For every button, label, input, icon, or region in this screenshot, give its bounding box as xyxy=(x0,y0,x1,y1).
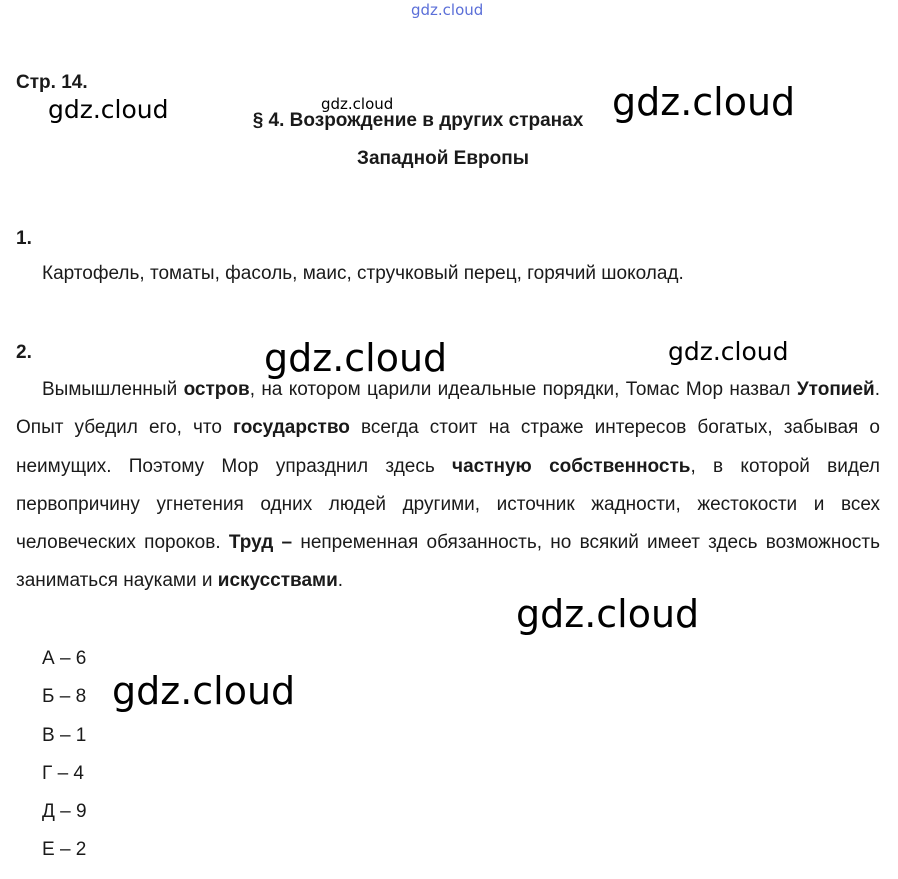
watermark: gdz.cloud xyxy=(112,669,296,713)
watermark: gdz.cloud xyxy=(612,80,796,124)
paragraph-text: , на котором царили идеальные порядки, Томас Мор назвал xyxy=(249,379,797,400)
match-item: В – 1 xyxy=(42,724,87,746)
section-title-line-2: Западной Европы xyxy=(357,148,529,169)
match-item: Д – 9 xyxy=(42,801,87,823)
watermark-link[interactable]: gdz.cloud xyxy=(411,1,484,19)
match-item: А – 6 xyxy=(42,648,87,669)
task-2-number: 2. xyxy=(16,342,32,363)
section-title-line-1: § 4. Возрождение в других странах xyxy=(252,110,584,131)
bold-term: частную собственность xyxy=(452,455,691,477)
paragraph-text: , в которой видел первопричину угнетения одних людей другими, источник жадности, жестокости и всех человеческих пороков. xyxy=(16,455,880,554)
task-3-matches xyxy=(42,640,87,870)
bold-term: Труд – xyxy=(228,532,293,554)
match-item: Г – 4 xyxy=(42,762,84,784)
bold-term: остров xyxy=(183,379,250,400)
paragraph-text: непременная обязанность, но всякий имеет здесь возможность заниматься науками и xyxy=(16,532,880,592)
match-item: Е – 2 xyxy=(42,839,87,861)
paragraph-text: Вымышленный xyxy=(42,379,184,400)
watermark: gdz.cloud xyxy=(516,592,700,636)
watermark: gdz.cloud xyxy=(48,95,169,124)
task-2-answer xyxy=(16,371,880,601)
paragraph-text: . xyxy=(337,570,344,592)
paragraph-text: . Опыт убедил его, что xyxy=(16,379,881,439)
page-label: Стр. 14. xyxy=(16,72,88,93)
bold-term: Утопией xyxy=(796,379,875,400)
bold-term: искусствами xyxy=(217,570,338,592)
paragraph-text: всегда стоит на страже интересов богатых, забывая о неимущих. Поэтому Мор упразднил здесь xyxy=(16,417,880,477)
watermark: gdz.cloud xyxy=(668,337,789,366)
watermark: gdz.cloud xyxy=(264,336,448,380)
task-1-number: 1. xyxy=(16,228,32,249)
task-1-answer: Картофель, томаты, фасоль, маис, стручковый перец, горячий шоколад. xyxy=(42,263,684,284)
watermark: gdz.cloud xyxy=(321,95,394,113)
bold-term: государство xyxy=(233,417,350,439)
match-item: Б – 8 xyxy=(42,686,87,708)
